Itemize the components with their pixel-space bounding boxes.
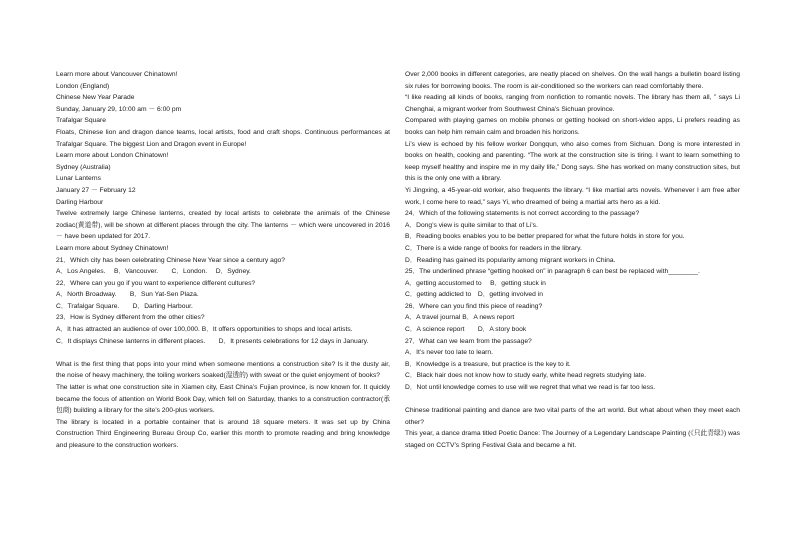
text-line: C．It displays Chinese lanterns in different places. D．It presents celebrations for 12 days in January.	[56, 337, 369, 345]
text-line: What is the first thing that pops into your mind when someone mentions a construction site? Is it the dusty air, the noise of heavy machinery, the toiling workers soaked(湿透的) with sweat or the quiet enjoyment of books?	[56, 360, 390, 380]
text-line: 22．Where can you go if you want to experience different cultures?	[56, 279, 256, 287]
text-line: “I like reading all kinds of books, ranging from nonfiction to romantic novels. The library has them all, ” says Li Chenghai, a migrant worker from Southwest China’s Sichuan province.	[405, 94, 740, 113]
text-line: C．There is a wide range of books for readers in the library.	[405, 244, 582, 252]
text-line: B．Reading books enables you to be better prepared for what the future holds in store for you.	[405, 233, 685, 241]
text-line: Darling Harbour	[56, 198, 104, 206]
text-line: 24．Which of the following statements is not correct according to the passage?	[405, 210, 640, 218]
paragraph-spacer	[56, 347, 390, 359]
text-line: A．North Broadway. B．Sun Yat-Sen Plaza.	[56, 291, 199, 299]
text-line: Learn more about Sydney Chinatown!	[56, 244, 169, 252]
text-line: A．It has attracted an audience of over 100,000. B．It offers opportunities to shops and local artists.	[56, 326, 353, 334]
right-column	[405, 69, 740, 452]
text-line: Sydney (Australia)	[56, 163, 111, 171]
paragraph-spacer	[405, 394, 740, 406]
text-line: A．It’s never too late to learn.	[405, 349, 493, 357]
text-line: This year, a dance drama titled Poetic Dance: The Journey of a Legendary Landscape Painting (《只此青绿》) was staged on CCTV’s Spring Festival Gala and became a hit.	[405, 430, 740, 449]
text-line: B．Knowledge is a treasure, but practice is the key to it.	[405, 360, 571, 368]
text-line: 21．Which city has been celebrating Chinese New Year since a century ago?	[56, 256, 285, 264]
text-line: Yi Jingxing, a 45-year-old worker, also frequents the library. “I like martial arts novels. Whenever I am free after work, I come here to read,” says Yi, who dreamed of being a martial arts hero as a kid.	[405, 186, 740, 206]
left-column	[56, 69, 390, 452]
text-line: D．Reading has gained its popularity among migrant workers in China.	[405, 256, 616, 264]
text-line: Trafalgar Square	[56, 117, 106, 125]
text-line: Compared with playing games on mobile phones or getting hooked on short-video apps, Li prefers reading as books can help him remain calm and broaden his horizons.	[405, 117, 740, 136]
text-line: Lunar Lanterns	[56, 175, 101, 183]
text-line: The library is located in a portable container that is around 18 square meters. It was set up by China Construction Third Engineering Bureau Group Co, earlier this month to promote reading and bring knowledge and pleasure to the construction workers.	[56, 418, 390, 449]
text-line: The latter is what one construction site in Xiamen city, East China’s Fujian province, is now known for. It quickly became the focus of attention on World Book Day, which fell on Saturday, thanks to a construction contractor(承包商) building a library for the site’s 200-plus workers.	[56, 384, 390, 415]
text-line: D．Not until knowledge comes to use will we regret that what we read is far too less.	[405, 384, 656, 392]
text-line: 25．The underlined phrase “getting hooked on” in paragraph 6 can best be replaced with________.	[405, 268, 700, 276]
text-line: A．Dong’s view is quite similar to that of Li’s.	[405, 221, 538, 229]
text-line: 23．How is Sydney different from the other cities?	[56, 314, 205, 322]
text-line: January 27 － February 12	[56, 186, 136, 194]
text-line: C．A science report D．A story book	[405, 326, 527, 334]
text-line: C．getting addicted to D．getting involved in	[405, 291, 543, 299]
text-line: 27．What can we learn from the passage?	[405, 337, 532, 345]
text-line: Floats, Chinese lion and dragon dance teams, local artists, food and craft shops. Continuous performances at Trafalgar Square. The biggest Lion and Dragon event in Europe!	[56, 128, 390, 148]
text-line: Twelve extremely large Chinese lanterns, created by local artists to celebrate the animals of the Chinese zodiac(黄道带), will be shown at different places through the city. The lanterns － which were uncovered in 2016 － have been updated for 2017.	[56, 210, 390, 241]
text-line: Learn more about Vancouver Chinatown!	[56, 71, 178, 78]
text-line: C．Black hair does not know how to study early, white head regrets studying late.	[405, 372, 647, 380]
text-line: Sunday, January 29, 10:00 am － 6:00 pm	[56, 105, 182, 113]
text-line: Chinese New Year Parade	[56, 94, 135, 102]
text-line: Li’s view is echoed by his fellow worker Dongqun, who also comes from Sichuan. Dong is more interested in books on health, cooking and parenting. “The work at the construction site is tiring. I want to learn something to keep myself healthy and inspire me in my daily life,” Dong says. She has worked on many construction sites, but this is the only one with a library.	[405, 140, 740, 183]
text-line: A．getting accustomed to B．getting stuck in	[405, 279, 546, 287]
text-line: A．Los Angeles. B．Vancouver. C．London. D．Sydney.	[56, 268, 251, 276]
text-line: A．A travel journal B．A news report	[405, 314, 515, 322]
text-line: 26．Where can you find this piece of reading?	[405, 302, 543, 310]
text-line: Chinese traditional painting and dance are two vital parts of the art world. But what about when they meet each other?	[405, 407, 740, 426]
text-line: C．Trafalgar Square. D．Darling Harbour.	[56, 302, 193, 310]
text-line: Learn more about London Chinatown!	[56, 152, 169, 160]
text-line: London (England)	[56, 82, 110, 90]
text-line: Over 2,000 books in different categories, are neatly placed on shelves. On the wall hangs a bulletin board listing six rules for borrowing books. The room is air-conditioned so the workers can read comfortably there.	[405, 71, 740, 90]
